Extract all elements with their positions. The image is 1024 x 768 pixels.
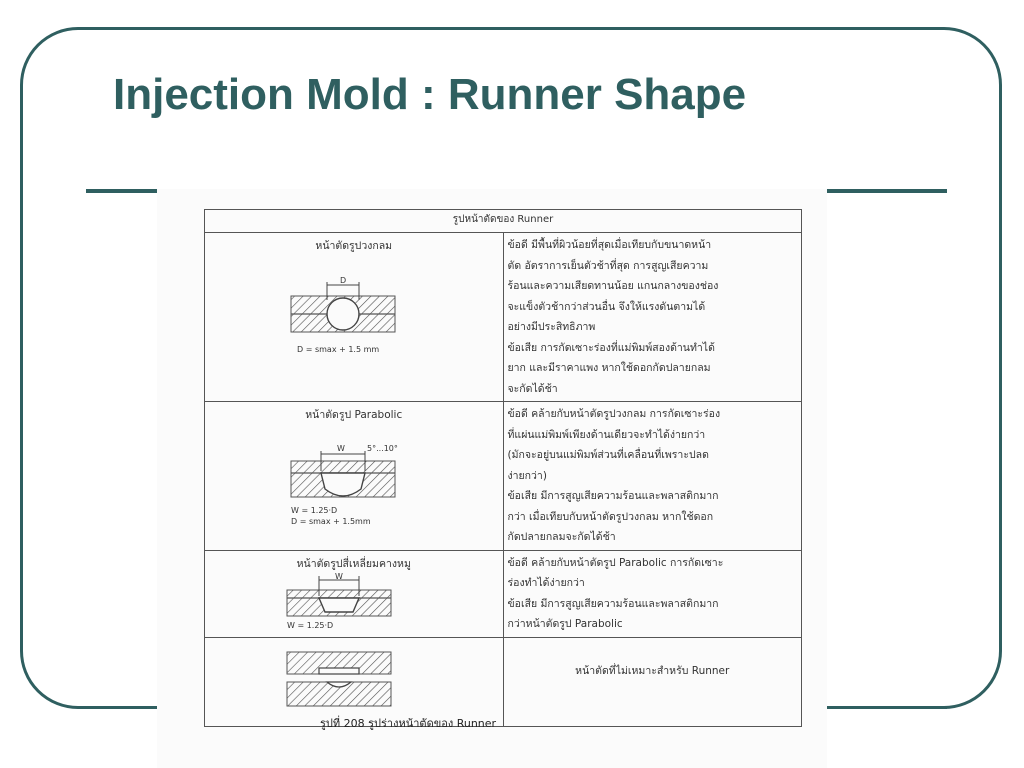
bottom-rule-right — [827, 706, 947, 709]
slide-title: Injection Mold : Runner Shape — [113, 70, 747, 119]
bottom-rule-left — [86, 706, 157, 709]
figure-caption: รูปที่ 208 รูปร่างหน้าตัดของ Runner — [320, 717, 497, 730]
text-line: กว่า เมื่อเทียบกับหน้าตัดรูปวงกลม หากใช้ดอก — [507, 510, 714, 523]
formula-text: D = smax + 1.5 mm — [297, 345, 380, 354]
parabolic-runner-diagram — [209, 423, 453, 528]
text-line: อย่างมีประสิทธิภาพ — [507, 321, 596, 333]
text-line: ที่แผ่นแม่พิมพ์เพียงด้านเดียวจะทำได้ง่ายกว่า — [507, 428, 706, 441]
text-line: ข้อเสีย การกัดเซาะร่องที่แม่พิมพ์สองด้านทำได้ — [507, 341, 715, 354]
shape-label: หน้าตัดรูป Parabolic — [305, 409, 403, 421]
table-header: รูปหน้าตัดของ Runner — [205, 210, 802, 233]
runner-shape-table — [204, 209, 802, 727]
text-line: ข้อเสีย มีการสูญเสียความร้อนและพลาสติกมาก — [507, 597, 719, 610]
dim-label: D — [340, 276, 347, 285]
text-line: ข้อดี มีพื้นที่ผิวน้อยที่สุดเมื่อเทียบกับขนาดหน้า — [507, 239, 712, 251]
circular-runner-diagram — [209, 254, 453, 364]
shape-label: หน้าตัดรูปสี่เหลี่ยมคางหมู — [296, 557, 411, 570]
trapezoid-runner-diagram — [209, 572, 453, 630]
formula-text: D = smax + 1.5mm — [291, 517, 371, 526]
text-line: จะกัดได้ช้า — [507, 382, 558, 395]
text-line: กัดปลายกลมจะกัดได้ช้า — [507, 531, 616, 543]
text-line: จะแข็งตัวช้ากว่าส่วนอื่น จึงให้แรงดันตามได้ — [507, 300, 706, 313]
title-rule-right — [827, 189, 947, 193]
dim-label: 5°...10° — [367, 444, 398, 453]
text-line: ข้อดี คล้ายกับหน้าตัดรูป Parabolic การกัดเซาะ — [507, 556, 724, 569]
table-row — [205, 233, 802, 402]
dim-label: W — [335, 571, 343, 581]
unsuitable-note: หน้าตัดที่ไม่เหมาะสำหรับ Runner — [575, 664, 730, 677]
text-line: ง่ายกว่า) — [507, 469, 547, 482]
table-row — [205, 402, 802, 551]
text-line: ร่องทำได้ง่ายกว่า — [507, 577, 585, 589]
text-line: กว่าหน้าตัดรูป Parabolic — [507, 618, 623, 630]
description-cell — [503, 637, 802, 726]
formula-text: W = 1.25·D — [287, 620, 334, 630]
text-line: ข้อเสีย มีการสูญเสียความร้อนและพลาสติกมาก — [507, 490, 719, 502]
text-line: ร้อนและความเสียดทานน้อย แกนกลางของช่อง — [507, 280, 719, 292]
text-line: ตัด อัตราการเย็นตัวช้าที่สุด การสูญเสียความ — [507, 259, 709, 272]
description-cell — [503, 233, 802, 402]
dim-label: W — [337, 444, 345, 453]
shape-cell-circle — [205, 233, 504, 402]
description-cell — [503, 402, 802, 551]
text-line: ยาก และมีราคาแพง หากใช้ดอกกัดปลายกลม — [507, 362, 711, 374]
shape-cell-trapezoid — [205, 550, 504, 637]
shape-cell-parabolic — [205, 402, 504, 551]
table-row — [205, 637, 802, 726]
text-line: (มักจะอยู่บนแม่พิมพ์ส่วนที่เคลื่อนที่เพราะปลด — [507, 449, 709, 461]
text-line: ข้อดี คล้ายกับหน้าตัดรูปวงกลม การกัดเซาะร่อง — [507, 408, 721, 420]
formula-text: W = 1.25·D — [291, 506, 338, 515]
unsuitable-runner-diagram — [209, 640, 453, 720]
title-rule-left — [86, 189, 157, 193]
description-cell — [503, 550, 802, 637]
table-row — [205, 550, 802, 637]
shape-cell-unsuitable — [205, 637, 504, 726]
shape-label: หน้าตัดรูปวงกลม — [315, 240, 393, 252]
